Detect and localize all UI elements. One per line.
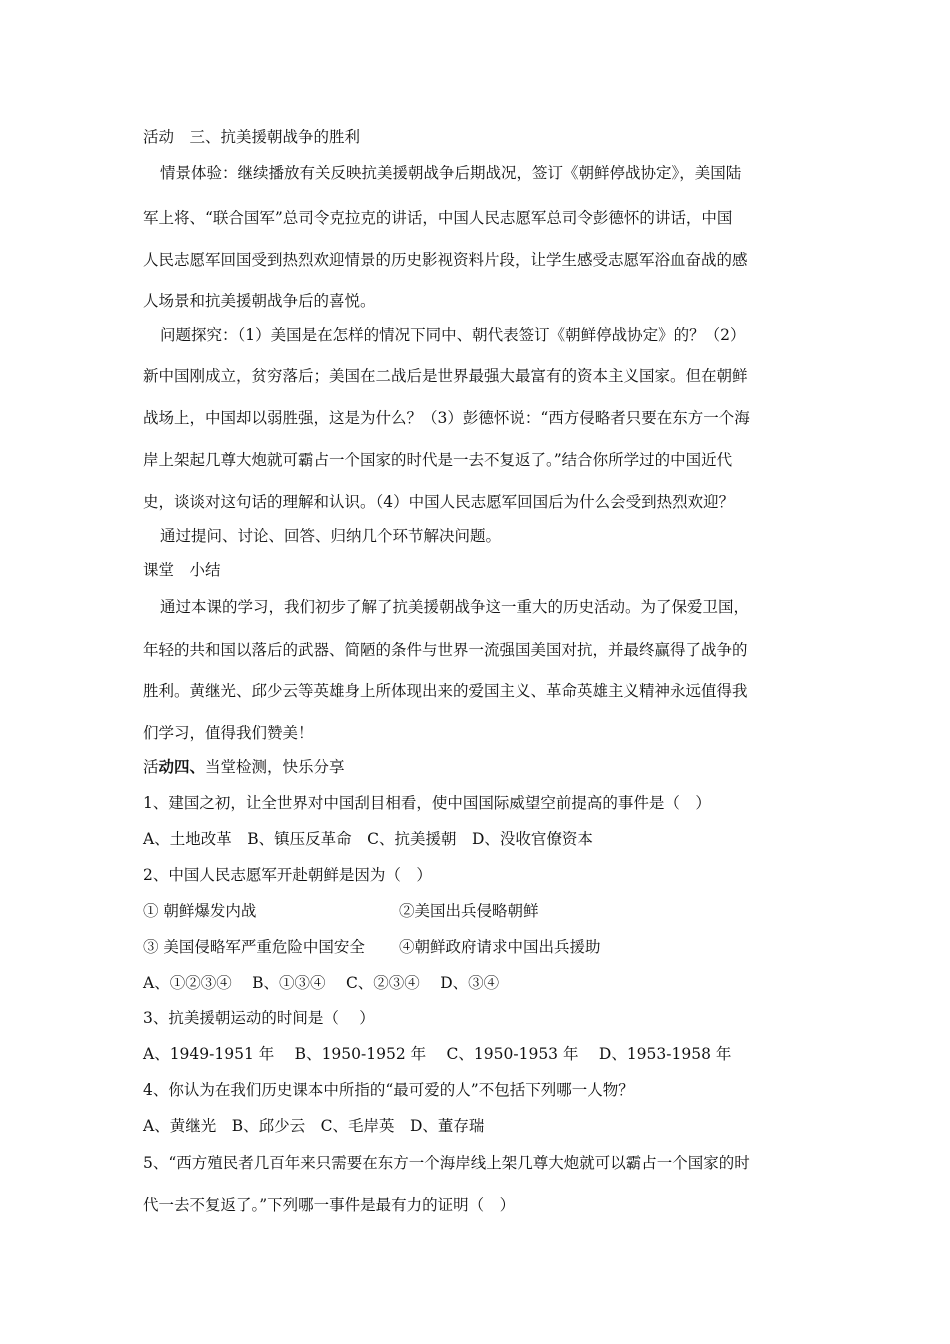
quiz-q4-options: A、黄继光 B、邱少云 C、毛岸英 D、董存瑞 bbox=[143, 1117, 485, 1135]
scenario-line-2: 军上将、“联合国军”总司令克拉克的讲话，中国人民志愿军总司令彭德怀的讲话，中国 bbox=[143, 209, 733, 227]
question-line-2: 新中国刚成立，贫穷落后；美国在二战后是世界最强大最富有的资本主义国家。但在朝鲜 bbox=[143, 367, 748, 385]
quiz-q2-item-2: ②美国出兵侵略朝鲜 bbox=[399, 902, 539, 920]
question-line-4: 岸上架起几尊大炮就可霸占一个国家的时代是一去不复返了。”结合你所学过的中国近代 bbox=[143, 451, 733, 469]
scenario-line-1: 情景体验：继续播放有关反映抗美援朝战争后期战况，签订《朝鲜停战协定》，美国陆 bbox=[160, 164, 742, 182]
summary-line-1: 通过本课的学习，我们初步了解了抗美援朝战争这一重大的历史活动。为了保爱卫国， bbox=[160, 598, 750, 616]
activity4-heading bbox=[143, 757, 823, 777]
scenario-line-3: 人民志愿军回国受到热烈欢迎情景的历史影视资料片段，让学生感受志愿军浴血奋战的感 bbox=[143, 251, 748, 269]
summary-line-2: 年轻的共和国以落后的武器、简陋的条件与世界一流强国美国对抗，并最终赢得了战争的 bbox=[143, 641, 748, 659]
question-line-3: 战场上，中国却以弱胜强，这是为什么？（3）彭德怀说：“西方侵略者只要在东方一个海 bbox=[143, 409, 750, 427]
activity4-heading-pre: 活 bbox=[143, 758, 159, 776]
quiz-q4: 4、你认为在我们历史课本中所指的“最可爱的人”不包括下列哪一人物？ bbox=[143, 1081, 634, 1099]
activity4-heading-post: 当堂检测，快乐分享 bbox=[205, 758, 345, 776]
quiz-q2-options: A、①②③④ B、①③④ C、②③④ D、③④ bbox=[143, 974, 500, 992]
question-line-1: 问题探究：（1）美国是在怎样的情况下同中、朝代表签订《朝鲜停战协定》的？（2） bbox=[160, 326, 746, 344]
quiz-q2: 2、中国人民志愿军开赴朝鲜是因为（ ） bbox=[143, 866, 432, 884]
method-line: 通过提问、讨论、回答、归纳几个环节解决问题。 bbox=[160, 527, 502, 545]
quiz-q5-line-1: 5、“西方殖民者几百年来只需要在东方一个海岸线上架几尊大炮就可以霸占一个国家的时 bbox=[143, 1154, 750, 1172]
quiz-q2-item-1: ① 朝鲜爆发内战 bbox=[143, 902, 257, 920]
quiz-q1: 1、建国之初，让全世界对中国刮目相看，使中国国际威望空前提高的事件是（ ） bbox=[143, 794, 711, 812]
activity3-heading: 活动 三、抗美援朝战争的胜利 bbox=[143, 128, 361, 146]
quiz-q3-options: A、1949-1951 年 B、1950-1952 年 C、1950-1953 年 D、1953-1958 年 bbox=[143, 1045, 732, 1063]
summary-heading: 课堂 小结 bbox=[143, 561, 221, 579]
quiz-q2-item-3: ③ 美国侵略军严重危险中国安全 bbox=[143, 938, 365, 956]
summary-line-4: 们学习，值得我们赞美！ bbox=[143, 724, 314, 742]
summary-line-3: 胜利。黄继光、邱少云等英雄身上所体现出来的爱国主义、革命英雄主义精神永远值得我 bbox=[143, 682, 748, 700]
quiz-q5-line-2: 代一去不复返了。”下列哪一事件是最有力的证明（ ） bbox=[143, 1196, 516, 1214]
quiz-q3: 3、抗美援朝运动的时间是（ ） bbox=[143, 1009, 375, 1027]
scenario-line-4: 人场景和抗美援朝战争后的喜悦。 bbox=[143, 292, 376, 310]
activity4-heading-bold: 动四、 bbox=[158, 757, 206, 776]
question-line-5: 史，谈谈对这句话的理解和认识。（4）中国人民志愿军回国后为什么会受到热烈欢迎？ bbox=[143, 493, 735, 511]
quiz-q1-options: A、土地改革 B、镇压反革命 C、抗美援朝 D、没收官僚资本 bbox=[143, 830, 593, 848]
quiz-q2-item-4: ④朝鲜政府请求中国出兵援助 bbox=[399, 938, 601, 956]
